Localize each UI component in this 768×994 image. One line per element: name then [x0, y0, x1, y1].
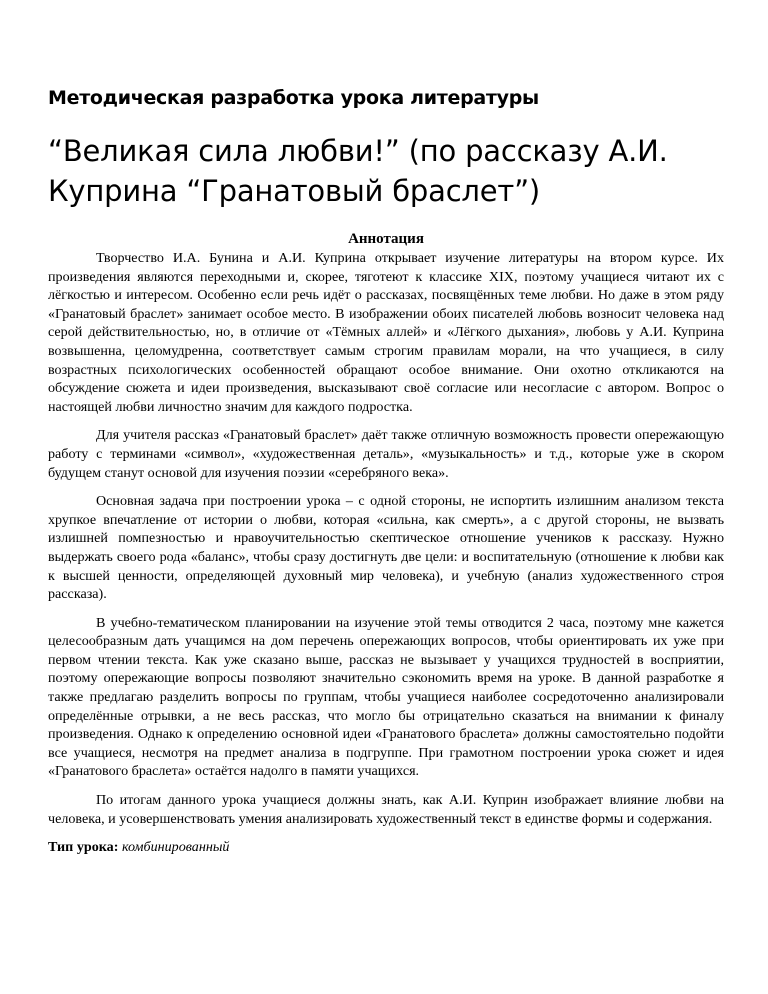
document-title: “Великая сила любви!” (по рассказу А.И. Куприна “Гранатовый браслет”) — [48, 134, 668, 208]
lesson-type-value: комбинированный — [121, 839, 230, 856]
paragraph-5: По итогам данного урока учащиеся должны знать, как А.И. Куприн изображает влияние любви на человека, и усовершенствовать умения анализировать художественный текст в единстве формы и содержания. — [48, 792, 724, 827]
lesson-type — [48, 838, 724, 857]
annotation-heading: Аннотация — [348, 231, 424, 247]
annotation-body — [48, 249, 724, 867]
paragraph-1: Творчество И.А. Бунина и А.И. Куприна открывает изучение литературы на втором курсе. Их произведения являются переходными и, скорее, тяготеют к классике XIX, поэтому учащиеся читают их с лёгкостью и интересом. Особенно если речь идёт о рассказах, посвящённых теме любви. Но даже в этом ряду «Гранатовый браслет» занимает особое место. В изображении обоих писателей любовь возносит человека над серой действительностью, но, в отличие от «Тёмных аллей» и «Лёгкого дыхания», любовь у А.И. Куприна возвышенна, целомудренна, соответствует самым строгим правилам морали, на что учащиеся, в силу возрастных психологических особенностей обращают особое внимание. Они охотно откликаются на обсуждение сюжета и идеи произведения, высказывают своё согласие или несогласие с автором. Вопрос о настоящей любви личностно значим для каждого подростка. — [48, 250, 724, 415]
lesson-type-label: Тип урока: — [48, 839, 119, 856]
paragraph-4: В учебно-тематическом планировании на изучение этой темы отводится 2 часа, поэтому мне кажется целесообразным дать учащимся на дом перечень опережающих вопросов, чтобы ориентировать их уже при первом чтении текста. Как уже сказано выше, рассказ не вызывает у учащихся трудностей в восприятии, поэтому опережающие вопросы позволяют значительно сэкономить время на уроке. В данной разработке я также предлагаю разделить вопросы по группам, чтобы учащиеся наиболее сосредоточенно анализировали определённые отрывки, а не весь рассказ, что могло бы отрицательно сказаться на внимании к финалу произведения. Однако к определению основной идеи «Гранатового браслета» должны самостоятельно подойти все учащиеся, несмотря на предмет анализа в подгруппе. При грамотном построении урока сюжет и идея «Гранатового браслета» остаётся надолго в памяти учащихся. — [48, 614, 724, 780]
paragraph-3: Основная задача при построении урока – с одной стороны, не испортить излишним анализом текста хрупкое впечатление от истории о любви, которая «сильна, как смерть», а с другой стороны, не вызвать излишней помпезностью и нравоучительностью скептическое отношение учеников к рассказу. Нужно выдержать своего рода «баланс», чтобы сразу достигнуть две цели: и воспитательную (отношение к любви как к высшей ценности, определяющей духовный мир человека), и учебную (анализ художественного строя рассказа). — [48, 493, 724, 603]
paragraph-2: Для учителя рассказ «Гранатовый браслет» даёт также отличную возможность провести опережающую работу с терминами «символ», «художественная деталь», «музыкальность» и т.д., которые уже в скором будущем станут основой для изучения поэзии «серебряного века». — [48, 427, 724, 481]
document-heading: Методическая разработка урока литературы — [48, 87, 539, 109]
